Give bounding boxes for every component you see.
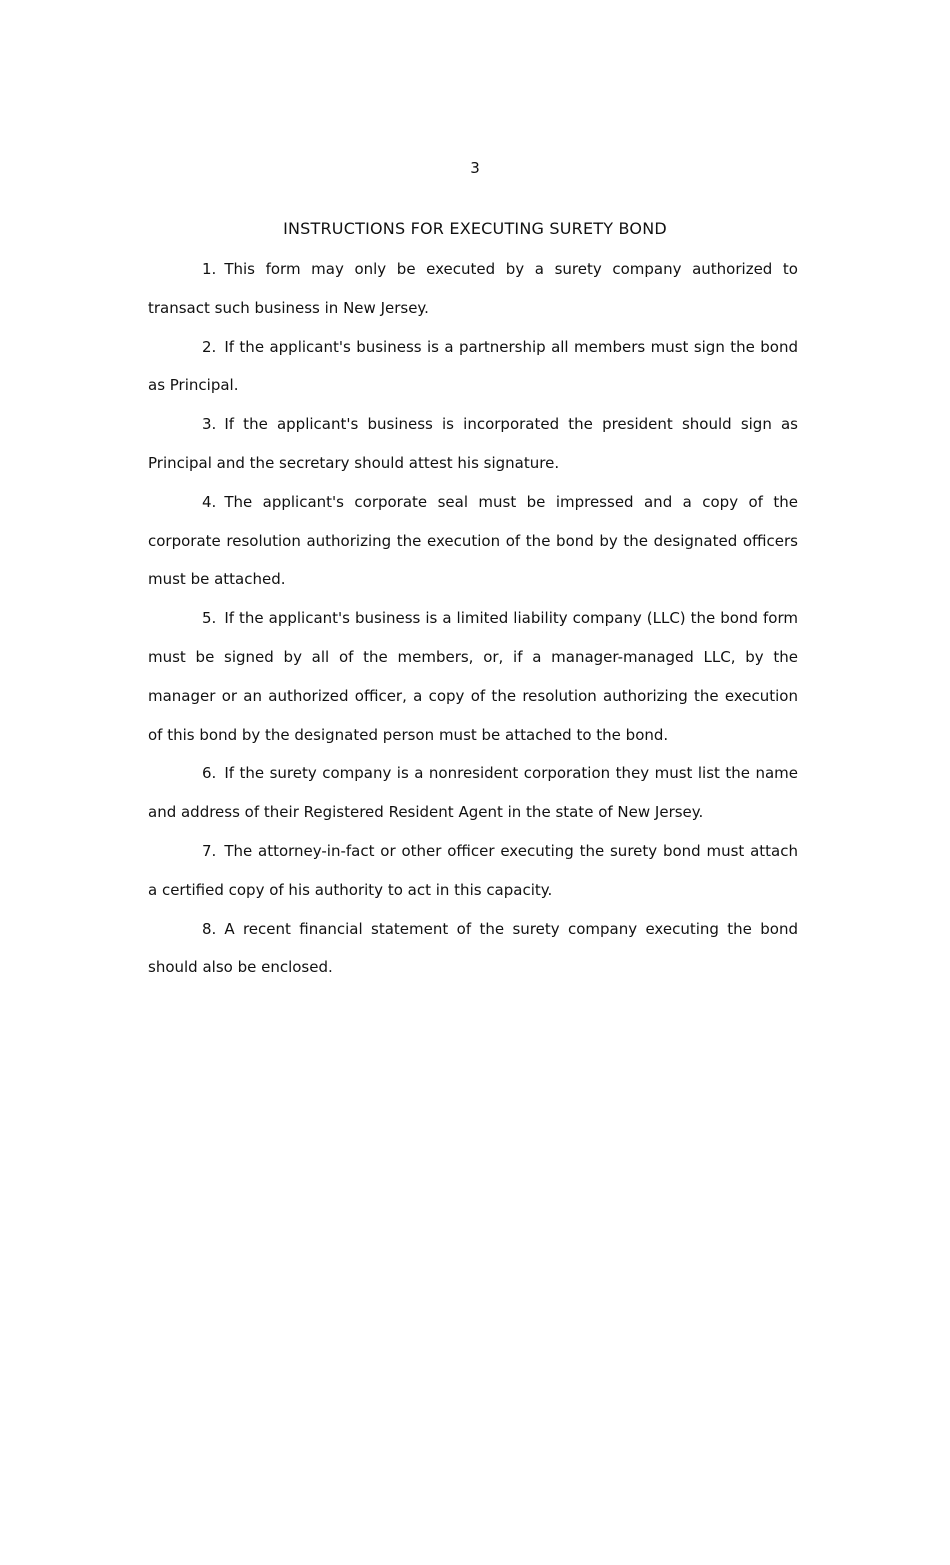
- instruction-text: If the applicant's business is a partnership all members must sign the bond as Principal.: [148, 337, 798, 395]
- instruction-item-4: [148, 483, 798, 599]
- instruction-number: 3.: [202, 415, 217, 434]
- instruction-number: 1.: [202, 260, 217, 278]
- instruction-item-2: [148, 328, 798, 406]
- instruction-number: 7.: [202, 841, 217, 860]
- instruction-text: The applicant's corporate seal must be impressed and a copy of the corporate resolution authorizing the execution of the bond by the designated officers must be attached.: [148, 492, 798, 589]
- instruction-text: If the applicant's business is incorporated the president should sign as Principal and the secretary should attest his signature.: [148, 415, 798, 472]
- instruction-item-3: [148, 405, 798, 483]
- instruction-text: If the surety company is a nonresident corporation they must list the name and address of their Registered Resident Agent in the state of New Jersey.: [148, 764, 798, 822]
- instruction-text: This form may only be executed by a surety company authorized to transact such business in New Jersey.: [148, 260, 798, 317]
- page-title: INSTRUCTIONS FOR EXECUTING SURETY BOND: [283, 219, 667, 238]
- instruction-text: If the applicant's business is a limited liability company (LLC) the bond form must be signed by all of the members, or, if a manager-managed LLC, by the manager or an authorized officer, a copy of the resolution authorizing the execution of this bond by the designated person must be attached to the bond.: [148, 609, 798, 744]
- instruction-item-6: [148, 754, 798, 832]
- instruction-number: 2.: [202, 337, 217, 356]
- instruction-text: The attorney-in-fact or other officer executing the surety bond must attach a certified copy of his authority to act in this capacity.: [148, 841, 798, 899]
- instruction-item-7: [148, 832, 798, 910]
- instruction-item-8: [148, 910, 798, 988]
- instruction-number: 8.: [202, 919, 217, 938]
- instruction-item-5: [148, 599, 798, 754]
- instruction-number: 6.: [202, 764, 217, 783]
- instruction-number: 5.: [202, 609, 217, 628]
- page-number: 3: [470, 159, 480, 177]
- instruction-number: 4.: [202, 492, 217, 511]
- instructions-list: [148, 250, 798, 987]
- instruction-item-1: [148, 250, 798, 328]
- instruction-text: A recent financial statement of the surety company executing the bond should also be enclosed.: [148, 919, 798, 977]
